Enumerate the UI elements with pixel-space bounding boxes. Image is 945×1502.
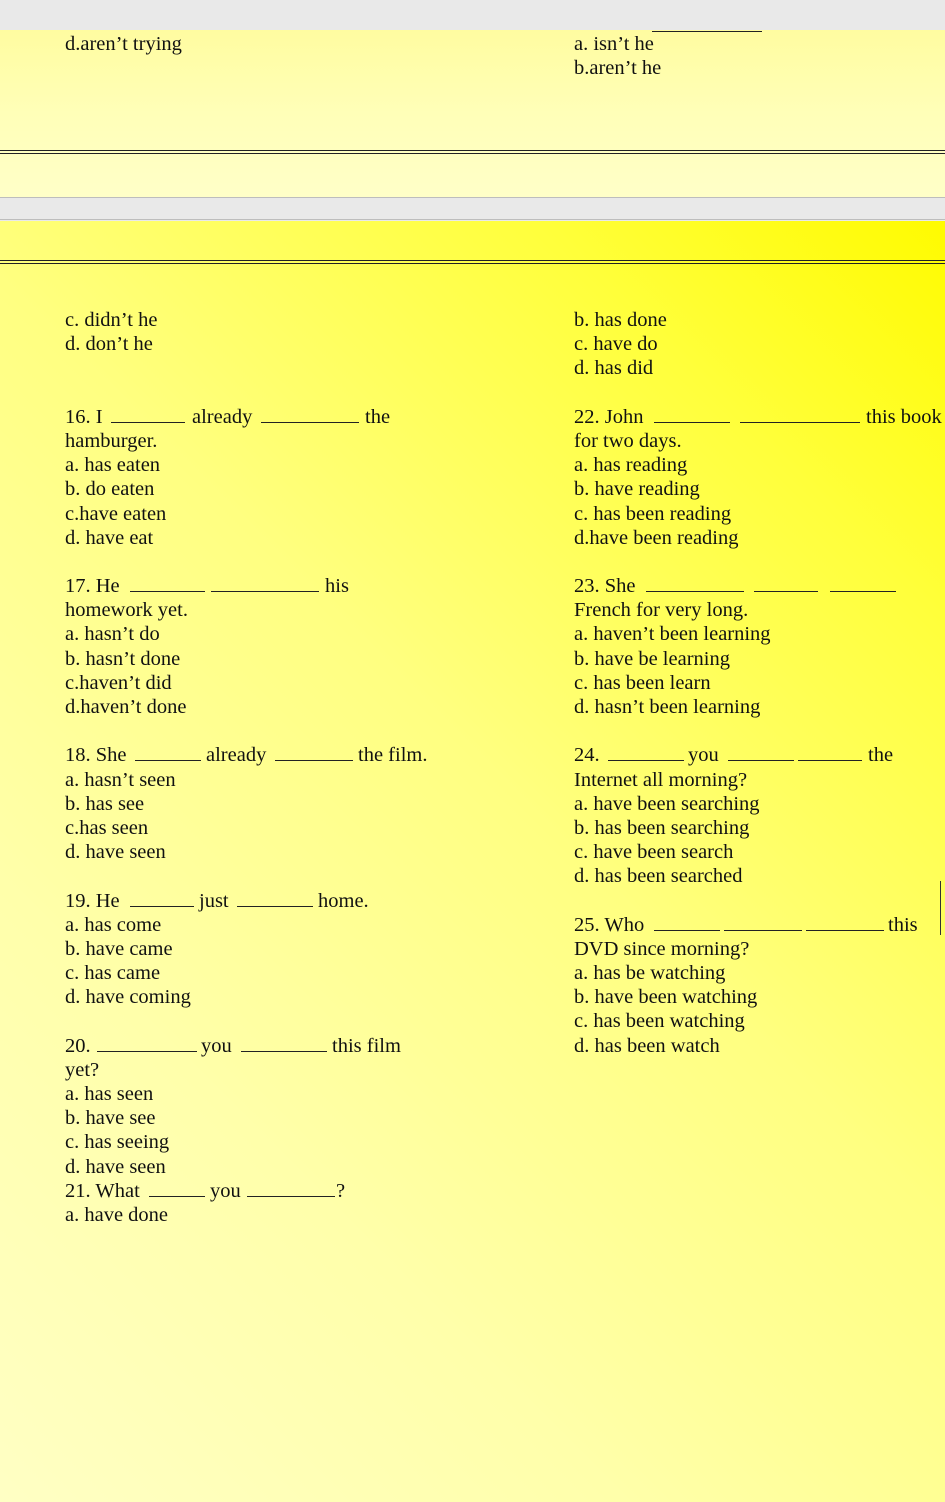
question-number: 24. bbox=[574, 744, 600, 767]
margin-mark bbox=[940, 881, 941, 935]
option-line: d.aren’t trying bbox=[65, 33, 182, 55]
option-line: b.aren’t he bbox=[574, 57, 662, 80]
option-line: d. don’t he bbox=[65, 333, 153, 356]
option-line: b. have been watching bbox=[574, 986, 758, 1009]
question-number: 25. Who bbox=[574, 913, 645, 936]
question-word: the bbox=[365, 405, 391, 428]
option-line: a. has reading bbox=[574, 454, 688, 477]
option-line: c. has seeing bbox=[65, 1131, 170, 1154]
option-line: b. have see bbox=[65, 1107, 156, 1130]
question-continuation: DVD since morning? bbox=[574, 937, 750, 960]
question-20 bbox=[65, 1034, 485, 1058]
option-line: a. has come bbox=[65, 913, 162, 936]
question-continuation: for two days. bbox=[574, 429, 682, 452]
option-line: b. have came bbox=[65, 937, 173, 960]
question-word: you bbox=[201, 1034, 232, 1057]
option-line: b. has done bbox=[574, 309, 667, 331]
answer-blank bbox=[135, 760, 201, 761]
answer-blank bbox=[241, 1051, 327, 1052]
answer-blank bbox=[275, 760, 353, 761]
option-line: c.haven’t did bbox=[65, 671, 172, 694]
worksheet-page-1 bbox=[0, 30, 945, 197]
option-line: a. has be watching bbox=[574, 962, 726, 985]
answer-blank bbox=[740, 422, 860, 423]
option-line: c. has been learn bbox=[574, 671, 711, 694]
question-word: already bbox=[206, 744, 267, 767]
question-continuation: hamburger. bbox=[65, 429, 158, 452]
question-number: 20. bbox=[65, 1034, 91, 1057]
option-line: a. hasn’t seen bbox=[65, 768, 176, 791]
question-16 bbox=[65, 405, 485, 429]
option-line: a. have done bbox=[65, 1203, 169, 1226]
option-line: a. have been searching bbox=[574, 792, 760, 815]
question-word: already bbox=[192, 405, 253, 428]
option-line: a. has seen bbox=[65, 1083, 154, 1105]
question-number: 21. What bbox=[65, 1179, 140, 1202]
answer-blank bbox=[830, 591, 896, 592]
page-separator bbox=[0, 219, 945, 220]
question-number: 22. John bbox=[574, 405, 644, 428]
page-separator bbox=[0, 197, 945, 198]
option-line: c.has seen bbox=[65, 816, 149, 839]
answer-blank bbox=[728, 760, 794, 761]
question-number: 16. I bbox=[65, 405, 103, 428]
option-line: a. isn’t he bbox=[574, 33, 654, 55]
option-line: c.have eaten bbox=[65, 502, 167, 525]
question-word: this film bbox=[332, 1034, 401, 1057]
question-22 bbox=[574, 405, 945, 429]
answer-blank bbox=[646, 591, 744, 592]
answer-blank bbox=[798, 760, 862, 761]
answer-blank bbox=[111, 422, 185, 423]
question-21 bbox=[65, 1179, 485, 1203]
question-word: you bbox=[688, 744, 719, 767]
answer-blank bbox=[724, 930, 802, 931]
question-word: his bbox=[325, 575, 349, 598]
question-continuation: Internet all morning? bbox=[574, 768, 748, 791]
question-word: ? bbox=[336, 1179, 346, 1202]
option-line: d. has been watch bbox=[574, 1034, 720, 1057]
right-column bbox=[574, 308, 945, 1058]
question-continuation: French for very long. bbox=[574, 599, 749, 622]
answer-blank bbox=[149, 1196, 205, 1197]
answer-blank bbox=[211, 591, 319, 592]
question-25 bbox=[574, 913, 945, 937]
question-19 bbox=[65, 889, 485, 913]
question-word: the film. bbox=[358, 744, 428, 767]
question-24 bbox=[574, 743, 945, 767]
answer-blank bbox=[130, 906, 194, 907]
top-left-column bbox=[65, 32, 182, 56]
worksheet-page-2 bbox=[0, 221, 945, 1502]
answer-blank bbox=[608, 760, 684, 761]
question-word: the bbox=[868, 744, 894, 767]
option-line: b. has see bbox=[65, 792, 145, 815]
answer-blank bbox=[247, 1196, 335, 1197]
left-column bbox=[65, 308, 485, 1227]
answer-blank bbox=[654, 930, 720, 931]
question-17 bbox=[65, 574, 485, 598]
option-line: c. has been watching bbox=[574, 1010, 745, 1033]
option-line: c. have been search bbox=[574, 841, 734, 864]
option-line: a. has eaten bbox=[65, 454, 161, 477]
question-number: 18. She bbox=[65, 744, 127, 767]
question-word: just bbox=[199, 889, 229, 912]
option-line: d. have seen bbox=[65, 1155, 166, 1178]
answer-blank bbox=[806, 930, 884, 931]
option-line: d.haven’t done bbox=[65, 696, 187, 718]
option-line: b. has been searching bbox=[574, 816, 750, 839]
option-line: c. have do bbox=[574, 333, 658, 356]
option-line: b. have reading bbox=[574, 478, 700, 501]
answer-blank bbox=[754, 591, 818, 592]
option-line: b. have be learning bbox=[574, 647, 730, 670]
option-line: c. didn’t he bbox=[65, 309, 158, 331]
question-word: you bbox=[210, 1179, 241, 1202]
top-right-column bbox=[574, 32, 661, 80]
option-line: d. has been searched bbox=[574, 865, 743, 888]
answer-blank bbox=[97, 1051, 197, 1052]
question-word: home. bbox=[318, 889, 369, 912]
answer-blank bbox=[130, 591, 205, 592]
answer-blank bbox=[652, 31, 762, 32]
question-18 bbox=[65, 743, 485, 767]
question-word: this book bbox=[866, 405, 942, 428]
question-continuation: yet? bbox=[65, 1058, 100, 1081]
option-line: a. haven’t been learning bbox=[574, 623, 771, 646]
option-line: d. have eat bbox=[65, 526, 154, 549]
answer-blank bbox=[261, 422, 359, 423]
question-number: 19. He bbox=[65, 889, 120, 912]
option-line: d. hasn’t been learning bbox=[574, 696, 761, 718]
option-line: d. have coming bbox=[65, 986, 191, 1009]
question-number: 17. He bbox=[65, 575, 120, 598]
option-line: d. have seen bbox=[65, 841, 166, 864]
option-line: c. has came bbox=[65, 962, 161, 985]
question-continuation: homework yet. bbox=[65, 599, 188, 622]
option-line: c. has been reading bbox=[574, 502, 732, 525]
page-border-rule bbox=[0, 150, 945, 154]
option-line: b. do eaten bbox=[65, 478, 155, 501]
question-word: this bbox=[888, 913, 918, 936]
option-line: b. hasn’t done bbox=[65, 647, 181, 670]
answer-blank bbox=[237, 906, 313, 907]
question-23 bbox=[574, 574, 945, 598]
option-line: a. hasn’t do bbox=[65, 623, 160, 646]
page-border-rule bbox=[0, 260, 945, 264]
answer-blank bbox=[654, 422, 730, 423]
option-line: d. has did bbox=[574, 357, 654, 380]
option-line: d.have been reading bbox=[574, 526, 739, 549]
question-number: 23. She bbox=[574, 575, 636, 598]
